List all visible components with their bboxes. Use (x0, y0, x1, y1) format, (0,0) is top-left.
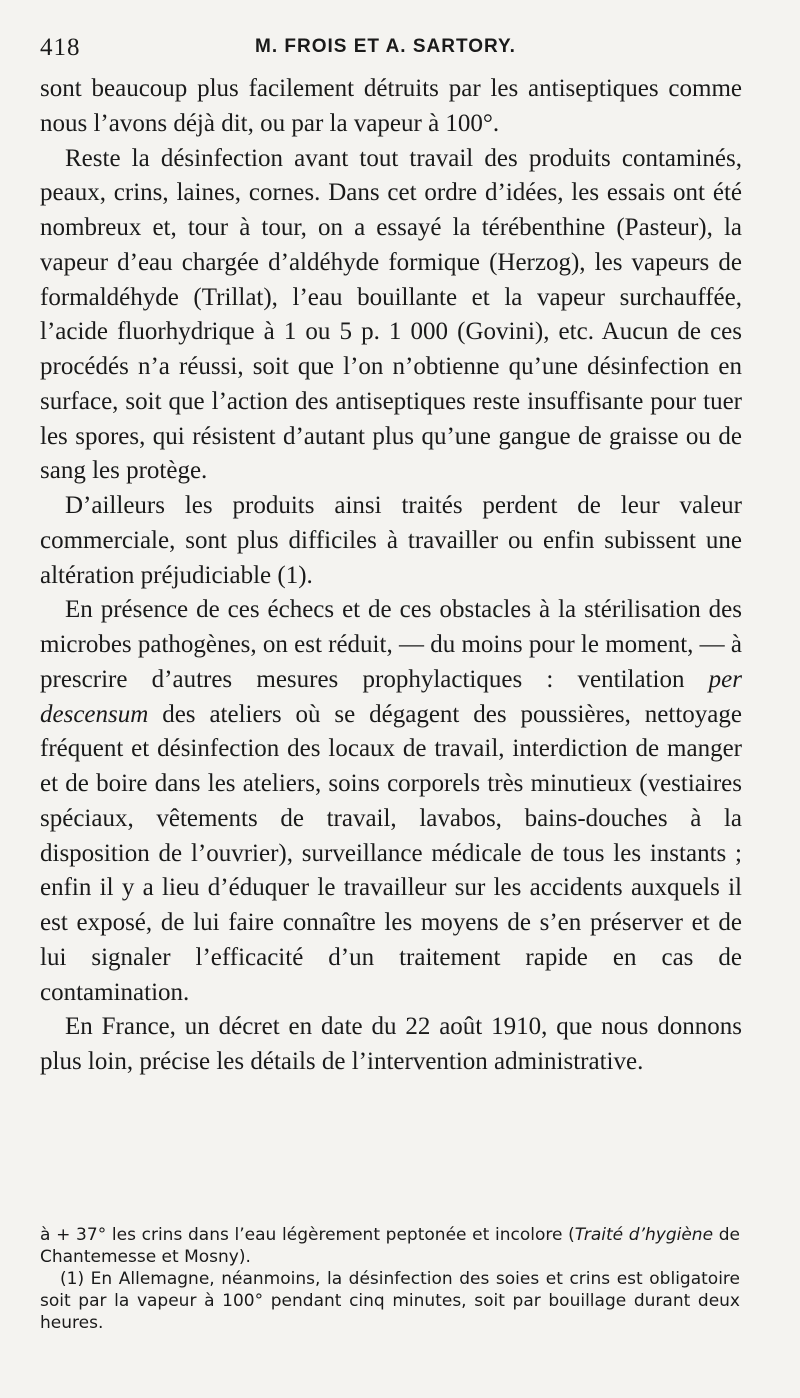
paragraph-disinfection-trials: Reste la désinfection avant tout travail des produits contaminés, peaux, crins, laines, cornes. Dans cet ordre d’idées, les essais ont été nombreux et, tour à tour, on a essayé la térébenthine (Pasteur), la vapeur d’eau chargée d’aldéhyde formique (Herzog), les vapeurs de formaldéhyde (Trillat), l’eau bouillante et la vapeur surchauffée, l’acide fluorhydrique à 1 ou 5 p. 1 000 (Govini), etc. Aucun de ces procédés n’a réussi, soit que l’on n’obtienne qu’une désinfection en surface, soit que l’action des antiseptiques reste insuffisante pour tuer les spores, qui résistent d’autant plus qu’une gangue de graisse ou de sang les protège. (40, 144, 742, 485)
footnote-1: (1) En Allemagne, néanmoins, la désinfection des soies et crins est obligatoire soit par la vapeur à 100° pendant cinq minutes, soit par bouillage durant deux heures. (40, 1269, 740, 1333)
page-number: 418 (40, 34, 81, 61)
paragraph-commercial-value: D’ailleurs les produits ainsi traités perdent de leur valeur commerciale, sont plus difficiles à travailler ou enfin subissent une altération préjudiciable (1). (40, 492, 742, 589)
page-header (40, 34, 760, 64)
footnote-text-end: de Chantemesse et Mosny). (40, 1225, 740, 1267)
paragraph-decree-1910: En France, un décret en date du 22 août 1910, que nous donnons plus loin, précise les détails de l’intervention administrative. (40, 1013, 742, 1075)
footnote-continuation (40, 1224, 740, 1268)
body-text (40, 72, 742, 1080)
footnotes (40, 1224, 740, 1334)
paragraph-prophylactic-measures (40, 593, 742, 1010)
prophylaxis-text-start: En présence de ces échecs et de ces obstacles à la stérilisation des microbes pathogènes, on est réduit, — du moins pour le moment, — à prescrire d’autres mesures prophylactiques : ventilation (40, 596, 742, 693)
paragraph-continuation: sont beaucoup plus facilement détruits par les antiseptiques comme nous l’avons déjà dit, ou par la vapeur à 100°. (40, 75, 742, 137)
running-head: M. FROIS ET A. SARTORY. (255, 36, 516, 57)
per-descensum-italic: per descensum (40, 665, 742, 728)
footnote-italic-title: Traité d’hygiène (574, 1225, 714, 1245)
footnote-text-start: à + 37° les crins dans l’eau légèrement peptonée et incolore ( (40, 1225, 575, 1245)
prophylaxis-text-end: des ateliers où se dégagent des poussières, nettoyage fréquent et désinfection des locaux de travail, interdiction de manger et de boire dans les ateliers, soins corporels très minutieux (vestiaires spéciaux, vêtements de travail, lavabos, bains-douches à la disposition de l’ouvrier), surveillance médicale de tous les instants ; enfin il y a lieu d’éduquer le travailleur sur les accidents auxquels il est exposé, de lui faire connaître les moyens de s’en préserver et de lui signaler l’efficacité d’un traitement rapide en cas de contamination. (40, 700, 742, 1006)
